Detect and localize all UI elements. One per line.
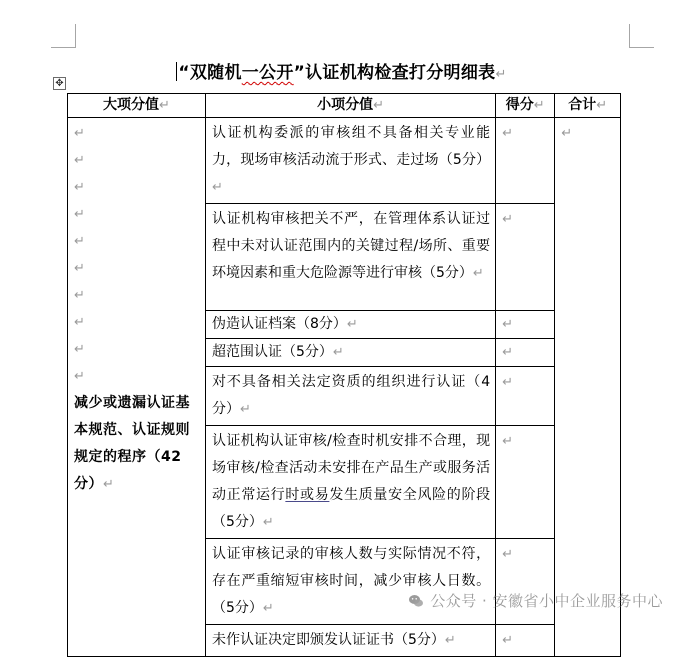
category-label: 减少或遗漏认证基本规范、认证规则规定的程序（42分）↵	[74, 395, 190, 492]
item-cell[interactable]: 认证机构认证审核/检查时机安排不合理，现场审核/检查活动未安排在产品生产或服务活动正常运行时或易发生质量安全风险的阶段（5分）↵	[205, 426, 495, 539]
header-total[interactable]: 合计↵	[555, 94, 621, 118]
watermark	[408, 590, 663, 611]
score-cell[interactable]: ↵	[496, 339, 555, 367]
item-cell[interactable]: 认证机构审核把关不严，在管理体系认证过程中未对认证范围内的关键过程/场所、重要环境因素和重大危险源等进行审核（5分）↵	[205, 204, 495, 311]
score-cell[interactable]: ↵	[496, 367, 555, 426]
watermark-text: 公众号 · 安徽省小中企业服务中心	[430, 592, 663, 610]
score-cell[interactable]: ↵	[496, 118, 555, 204]
item-cell[interactable]: 伪造认证档案（8分）↵	[205, 311, 495, 339]
table-move-handle-icon[interactable]: ✥	[53, 77, 66, 90]
score-cell[interactable]: ↵	[496, 625, 555, 657]
crop-mark-top-left	[51, 47, 75, 48]
table-header-row	[68, 94, 621, 118]
empty-paragraph-marks: ↵ ↵ ↵ ↵ ↵ ↵ ↵ ↵ ↵ ↵	[74, 126, 85, 384]
score-cell[interactable]: ↵	[496, 539, 555, 625]
item-cell[interactable]: 未作认证决定即颁发认证证书（5分）↵	[205, 625, 495, 657]
paragraph-mark: ↵	[495, 67, 507, 82]
title-part-1: 双随机	[189, 63, 242, 83]
item-cell[interactable]: 超范围认证（5分）↵	[205, 339, 495, 367]
item-cell[interactable]: 对不具备相关法定资质的组织进行认证（4分）↵	[205, 367, 495, 426]
title-part-2-spellcheck[interactable]: 一公开	[241, 63, 294, 83]
header-major-score[interactable]: 大项分值↵	[68, 94, 206, 118]
crop-mark-top-left-vertical	[75, 24, 76, 48]
header-score[interactable]: 得分↵	[496, 94, 555, 118]
category-cell[interactable]	[68, 118, 206, 657]
title-part-3: ”认证机构检查打分明细表	[293, 63, 496, 83]
score-cell[interactable]: ↵	[496, 426, 555, 539]
title-open-quote: “	[178, 63, 190, 83]
score-table	[67, 93, 621, 657]
table-row	[68, 118, 621, 204]
document-title[interactable]	[0, 58, 683, 83]
item-cell[interactable]: 认证审核记录的审核人数与实际情况不符，存在严重缩短审核时间，减少审核人日数。（5分）↵	[205, 539, 495, 625]
wechat-icon	[408, 593, 424, 609]
grammar-underline[interactable]: 时或易	[285, 487, 330, 503]
crop-mark-top-right-vertical	[629, 24, 630, 48]
score-cell[interactable]: ↵	[496, 311, 555, 339]
header-minor-score[interactable]: 小项分值↵	[205, 94, 495, 118]
score-cell[interactable]: ↵	[496, 204, 555, 311]
item-cell[interactable]: 认证机构委派的审核组不具备相关专业能力，现场审核活动流于形式、走过场（5分）↵	[205, 118, 495, 204]
total-cell[interactable]: ↵	[555, 118, 621, 657]
crop-mark-top-right	[630, 47, 654, 48]
